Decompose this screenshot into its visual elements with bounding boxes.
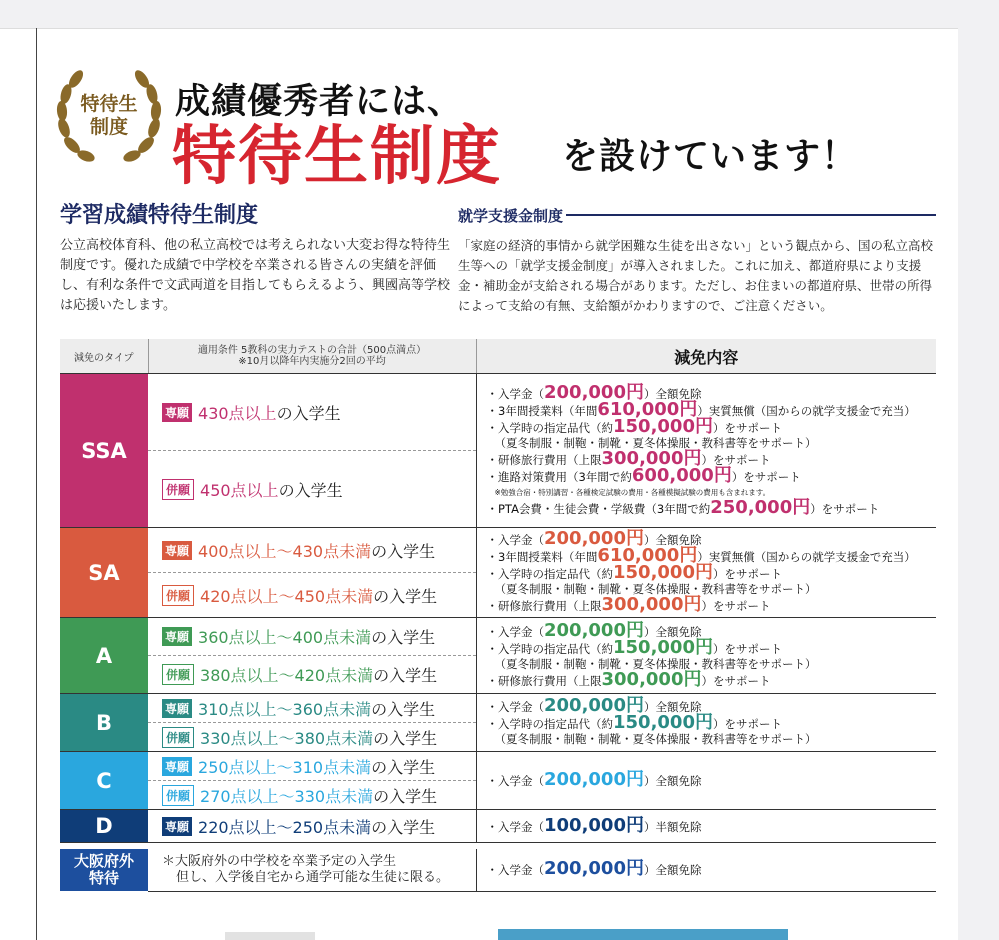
benefit-amount: 150,000円 — [613, 712, 713, 733]
benefit-line: （夏冬制服・制鞄・制靴・夏冬体操服・教科書等をサポート） — [494, 656, 817, 671]
score-range: 400点以上～430点未満 — [198, 541, 372, 561]
benefit-amount: 150,000円 — [613, 562, 713, 583]
score-range: 270点以上～330点未満 — [200, 786, 374, 806]
benefit-line — [486, 858, 937, 880]
benefit-text: ・入学金（ — [486, 774, 544, 788]
header-condition — [148, 339, 476, 374]
benefit-text: ）全額免除 — [643, 774, 702, 788]
top-divider — [0, 28, 958, 29]
osaka-cond-1: ＊大阪府外の中学校を卒業予定の入学生 — [162, 853, 397, 869]
benefit-text: ・研修旅行費用（上限 — [486, 599, 602, 613]
benefit-amount: 200,000円 — [544, 858, 644, 880]
type-osaka — [60, 849, 148, 891]
badge-heigan: 併願 — [162, 785, 194, 806]
header-content: 減免内容 — [476, 339, 936, 374]
score-tail: の入学生 — [371, 628, 436, 647]
headline-line1: 成績優秀者には、 — [175, 82, 464, 122]
benefit-text: ）全額免除 — [643, 700, 702, 714]
type-b: B — [60, 694, 148, 752]
condition-sengan — [148, 810, 476, 843]
bottom-image-fragment-right — [498, 929, 788, 940]
score-tail: の入学生 — [371, 757, 436, 777]
table-row — [60, 752, 936, 781]
score-range: 450点以上 — [200, 480, 279, 500]
benefit-text: ・入学金（ — [486, 533, 544, 547]
benefit-text: ・入学時の指定品代（約 — [486, 420, 613, 435]
benefit-amount: 200,000円 — [544, 769, 644, 790]
benefit-text: ・入学金（ — [486, 386, 544, 401]
benefit-text: ・進路対策費用（3年間で約 — [486, 469, 632, 484]
benefit-text: ・研修旅行費用（上限 — [486, 673, 602, 688]
condition-sengan — [148, 528, 476, 573]
type-c: C — [60, 752, 148, 810]
header-condition-line2: ※10月以降年内実施分2回の平均 — [238, 356, 386, 367]
benefit-text: ）実質無償（国からの就学支援金で充当） — [697, 550, 916, 564]
section-body-support: 「家庭の経済的事情から就学困難な生徒を出さない」という観点から、国の私立高校生等への「就学支援金制度」が導入されました。これに加え、都道府県により支援金・補助金が支給される場合があります。ただし、お住まいの都道府県、世帯の所得によって支給の有無、支給額がかわりますので、ご注意ください。 — [458, 238, 934, 313]
benefit-amount: 200,000円 — [544, 695, 644, 716]
benefit-text: ）をサポート — [701, 673, 771, 688]
table-row — [60, 618, 936, 656]
type-ssa: SSA — [60, 374, 148, 528]
score-tail: の入学生 — [371, 541, 436, 561]
condition-heigan — [148, 451, 476, 528]
benefit-text: ）をサポート — [712, 567, 782, 581]
benefit-line — [486, 636, 937, 658]
benefit-d — [476, 810, 936, 843]
laurel-text-1: 特待生 — [80, 93, 138, 115]
laurel-emblem — [50, 63, 168, 168]
benefit-line: （夏冬制服・制鞄・制靴・夏冬体操服・教科書等をサポート） — [494, 732, 817, 746]
benefit-line — [486, 712, 937, 733]
benefit-text: ）をサポート — [810, 501, 880, 516]
benefit-text: ）全額免除 — [643, 624, 702, 639]
benefit-line — [486, 464, 937, 486]
table-header-row — [60, 339, 936, 374]
table-row — [60, 374, 936, 451]
condition-heigan — [148, 656, 476, 694]
score-tail: の入学生 — [373, 666, 438, 685]
benefit-text: ・入学金（ — [486, 819, 544, 834]
benefit-line: （夏冬制服・制鞄・制靴・夏冬体操服・教科書等をサポート） — [494, 435, 817, 450]
benefit-text: ）全額免除 — [643, 533, 702, 547]
benefit-text: ・PTA会費・生徒会費・学級費（3年間で約 — [486, 501, 711, 516]
section-title-scholarship: 学習成績特待生制度 — [60, 203, 259, 228]
badge-heigan: 併願 — [162, 664, 194, 685]
benefit-text: ・3年間授業料（年間 — [486, 550, 598, 564]
condition-sengan — [148, 618, 476, 656]
score-range: 330点以上～380点未満 — [200, 728, 374, 748]
section-title-rule — [566, 214, 936, 216]
badge-sengan: 専願 — [162, 699, 192, 718]
benefit-amount: 300,000円 — [601, 447, 702, 469]
benefit-text: ）をサポート — [701, 452, 771, 467]
score-tail: の入学生 — [276, 403, 341, 423]
badge-sengan: 専願 — [162, 627, 192, 646]
header-type: 減免のタイプ — [60, 339, 148, 374]
benefit-ssa — [476, 374, 936, 528]
benefit-text: ）半額免除 — [643, 819, 702, 834]
headline-line2: 特待生制度 — [172, 120, 502, 194]
benefit-note: ※勉強合宿・特別講習・各種検定試験の費用・各種模擬試験の費用も含まれます。 — [494, 487, 771, 497]
condition-sengan — [148, 752, 476, 781]
type-d: D — [60, 810, 148, 843]
benefit-text: ）全額免除 — [643, 386, 702, 401]
score-range: 430点以上 — [198, 403, 277, 423]
benefit-text: ・入学金（ — [486, 624, 544, 639]
benefit-amount: 600,000円 — [631, 464, 732, 486]
benefit-text: ・入学金（ — [486, 863, 544, 878]
benefit-amount: 100,000円 — [544, 814, 644, 836]
benefit-text: ）をサポート — [701, 599, 771, 613]
condition-heigan — [148, 781, 476, 810]
score-range: 220点以上～250点未満 — [198, 817, 372, 837]
benefit-text: ）全額免除 — [643, 863, 702, 878]
badge-sengan: 専願 — [162, 541, 192, 560]
score-tail: の入学生 — [373, 728, 438, 748]
benefit-amount: 200,000円 — [544, 381, 644, 403]
condition-heigan — [148, 573, 476, 618]
osaka-label-1: 大阪府外 — [73, 852, 134, 870]
type-sa: SA — [60, 528, 148, 618]
benefit-text: ）をサポート — [712, 420, 782, 435]
condition-sengan — [148, 374, 476, 451]
condition-heigan — [148, 723, 476, 752]
benefit-text: ）をサポート — [712, 641, 782, 656]
benefit-amount: 150,000円 — [613, 415, 713, 437]
benefit-line — [486, 528, 937, 549]
osaka-label-2: 特待 — [88, 869, 119, 887]
badge-heigan: 併願 — [162, 585, 194, 606]
score-range: 250点以上～310点未満 — [198, 757, 372, 777]
benefit-text: ・研修旅行費用（上限 — [486, 452, 602, 467]
score-tail: の入学生 — [373, 786, 438, 806]
badge-sengan: 専願 — [162, 817, 192, 836]
badge-heigan: 併願 — [162, 727, 194, 748]
header-condition-line1: 適用条件 5教科の実力テストの合計（500点満点） — [197, 345, 427, 356]
benefit-amount: 250,000円 — [710, 496, 811, 518]
osaka-cond-2: 但し、入学後自宅から通学可能な生徒に限る。 — [176, 869, 450, 885]
benefit-line: （夏冬制服・制鞄・制靴・夏冬体操服・教科書等をサポート） — [494, 582, 817, 596]
benefit-line — [486, 381, 937, 403]
badge-sengan: 専願 — [162, 757, 192, 776]
benefit-text: ・入学金（ — [486, 700, 544, 714]
condition-osaka — [148, 849, 476, 891]
benefit-amount: 200,000円 — [544, 619, 644, 641]
table-row — [60, 849, 936, 891]
benefit-line — [486, 594, 937, 615]
section-body-scholarship: 公立高校体育科、他の私立高校では考えられない大変お得な特待生制度です。優れた成績で中学校を卒業される皆さんの実績を評価し、有利な条件で文武両道を目指してもらえるよう、興國高等学校は応援いたします。 — [60, 238, 451, 313]
score-range: 380点以上～420点未満 — [200, 666, 374, 685]
benefit-line — [486, 415, 937, 437]
scholarship-table — [60, 339, 936, 892]
benefit-a — [476, 618, 936, 694]
benefit-amount: 150,000円 — [613, 636, 713, 658]
benefit-text: ）をサポート — [712, 717, 782, 731]
benefit-line — [486, 562, 937, 583]
benefit-amount: 610,000円 — [597, 545, 698, 566]
laurel-text-2: 制度 — [89, 116, 128, 138]
benefit-text: ・入学時の指定品代（約 — [486, 567, 613, 581]
benefit-text: ・入学時の指定品代（約 — [486, 717, 613, 731]
score-tail: の入学生 — [278, 480, 343, 500]
benefit-amount: 200,000円 — [544, 528, 644, 549]
score-tail: の入学生 — [373, 586, 438, 606]
score-range: 360点以上～400点未満 — [198, 628, 372, 647]
benefit-text: ）実質無償（国からの就学支援金で充当） — [697, 403, 916, 418]
score-range: 310点以上～360点未満 — [198, 699, 372, 719]
benefit-sa — [476, 528, 936, 618]
benefit-amount: 610,000円 — [597, 398, 698, 420]
benefit-line — [486, 814, 937, 836]
benefit-line — [486, 496, 937, 518]
benefit-c — [476, 752, 936, 810]
benefit-line — [486, 668, 937, 690]
headline-line3: を設けています！ — [562, 136, 859, 177]
condition-sengan — [148, 694, 476, 723]
table-row — [60, 694, 936, 723]
table-row — [60, 810, 936, 843]
score-tail: の入学生 — [371, 817, 436, 837]
benefit-text: ・3年間授業料（年間 — [486, 403, 598, 418]
section-title-support: 就学支援金制度 — [458, 207, 564, 225]
benefit-amount: 300,000円 — [601, 594, 702, 615]
type-a: A — [60, 618, 148, 694]
benefit-amount: 300,000円 — [601, 668, 702, 690]
benefit-text: ・入学時の指定品代（約 — [486, 641, 613, 656]
benefit-line — [486, 769, 937, 790]
table-row — [60, 528, 936, 573]
left-rule — [36, 28, 37, 940]
badge-sengan: 専願 — [162, 403, 192, 422]
score-range: 420点以上～450点未満 — [200, 586, 374, 606]
badge-heigan: 併願 — [162, 479, 194, 500]
score-tail: の入学生 — [371, 699, 436, 719]
benefit-osaka — [476, 849, 936, 891]
benefit-b — [476, 694, 936, 752]
benefit-text: ）をサポート — [731, 469, 801, 484]
bottom-image-fragment-left — [225, 932, 315, 940]
